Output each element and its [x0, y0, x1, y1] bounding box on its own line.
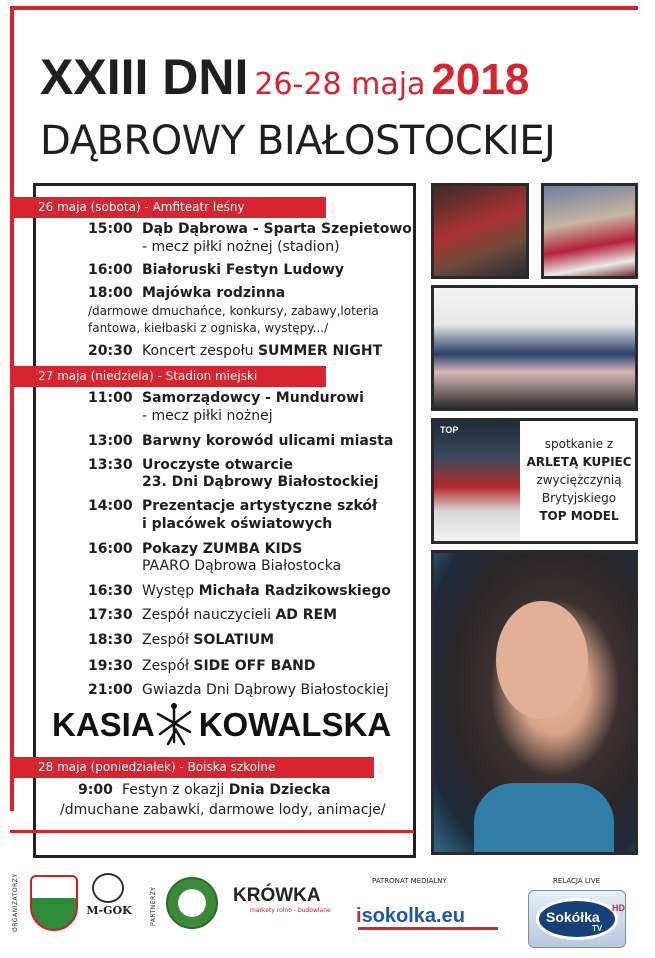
headliner-name [52, 706, 391, 744]
guest-name: ARLETĄ KUPIEC [526, 455, 632, 469]
headliner-last: KOWALSKA [198, 706, 392, 743]
event-row [88, 632, 274, 649]
event-row [88, 498, 377, 515]
event-title: Zespół [142, 632, 194, 648]
event-time: 9:00 [78, 782, 113, 798]
event-title: Majówka rodzinna [142, 285, 286, 301]
event-title: Uroczyste otwarcie [142, 457, 294, 473]
band-photo-small [431, 183, 529, 279]
event-title: Zespół [142, 658, 194, 674]
frame-left-line [10, 6, 14, 811]
event-time: 17:30 [88, 607, 133, 623]
frame-bottom-line [10, 830, 414, 833]
day1-header: 26 maja (sobota) - Amfiteatr leśny [14, 197, 326, 218]
guest-caption [522, 435, 636, 525]
event-time: 16:00 [88, 541, 133, 557]
event-row [88, 390, 364, 407]
event-row [88, 221, 412, 238]
event-title: Pokazy ZUMBA KIDS [142, 541, 303, 557]
event-row [88, 433, 393, 450]
event-time: 16:30 [88, 583, 133, 599]
event-title: Gwiazda Dni Dąbrowy Białostockiej [142, 682, 389, 698]
event-title: Białoruski Festyn Ludowy [142, 262, 344, 278]
day3-header: 28 maja (poniedziałek) - Boiska szkolne [14, 757, 374, 778]
isokolka-underline [358, 927, 498, 930]
frame-top-line [10, 6, 638, 10]
title-town: DĄBROWY BIAŁOSTOCKIEJ [40, 118, 556, 164]
title-year: 2018 [431, 55, 530, 104]
event-row [88, 658, 316, 675]
organizers-label: ORGANIZATORZY [12, 873, 19, 932]
folk-dancers-photo [541, 183, 638, 279]
event-row [88, 457, 293, 474]
event-time: 13:30 [88, 457, 133, 473]
mgok-logo: M-GOK [86, 904, 132, 917]
headliner-first: KASIA [52, 706, 155, 743]
partner-bird-logo [166, 877, 218, 929]
event-sub: - mecz piłki nożnej [142, 408, 273, 424]
event-row [88, 607, 337, 624]
event-title: Festyn z okazji [122, 782, 229, 798]
event-time: 19:30 [88, 658, 133, 674]
event-artist: Michała Radzikowskiego [198, 583, 391, 599]
live-relay-label: RELACJA LIVE [553, 877, 601, 885]
guest-line: Brytyjskiego [541, 491, 617, 505]
guest-line: zwyciężczynią [536, 473, 622, 487]
event-time: 15:00 [88, 221, 133, 237]
event-time: 11:00 [88, 390, 133, 406]
event-artist: Dnia Dziecka [228, 782, 331, 798]
media-patron-label: PATRONAT MEDIALNY [372, 877, 447, 885]
tv-hd-badge: HD [612, 903, 625, 913]
town-crest-logo [30, 875, 78, 931]
event-time: 14:00 [88, 498, 133, 514]
tv-logo-small: TV [592, 924, 603, 933]
guest-box [431, 418, 638, 544]
summer-night-band-photo [431, 285, 638, 411]
day2-header: 27 maja (niedziela) - Stadion miejski [14, 366, 326, 387]
portrait-shirt [474, 783, 614, 855]
krowka-tagline: markety rolno - budowlane [250, 907, 331, 914]
partners-label: PARTNERZY [150, 886, 157, 926]
event-time: 18:30 [88, 632, 133, 648]
kasia-kowalska-photo [431, 550, 638, 855]
event-time: 16:00 [88, 262, 133, 278]
event-title: Prezentacje artystyczne szkół [142, 498, 378, 514]
photo-label: TOP [440, 425, 459, 435]
tv-logo-text: Sokółka [546, 909, 600, 925]
event-title: Barwny korowód ulicami miasta [142, 433, 394, 449]
event-title: Dąb Dąbrowa - Sparta Szepietowo [142, 221, 412, 237]
event-row [88, 343, 382, 360]
isokolka-i: i [356, 905, 362, 927]
event-artist: AD REM [275, 607, 338, 623]
event-sub: 23. Dni Dąbrowy Białostockiej [142, 474, 379, 490]
title-dates: 26-28 maja [254, 67, 426, 102]
event-artist: SIDE OFF BAND [193, 658, 316, 674]
event-row [88, 285, 285, 302]
portrait-face [496, 601, 588, 719]
model-photo [434, 421, 520, 541]
event-title: Występ [142, 583, 199, 599]
isokolka-domain: sokolka.eu [361, 905, 465, 927]
event-sub: i placówek oświatowych [142, 516, 333, 532]
event-time: 18:00 [88, 285, 133, 301]
event-title: Koncert zespołu [142, 343, 258, 359]
guest-line: spotkanie z [544, 437, 614, 451]
event-sub: - mecz piłki nożnej (stadion) [142, 239, 340, 255]
event-sub: fantowa, kiełbaski z ogniska, występy.../ [88, 321, 329, 335]
star-figure-icon [154, 700, 194, 746]
event-row [88, 262, 344, 279]
event-sub: /dmuchane zabawki, darmowe lody, animacje/ [60, 802, 386, 818]
isokolka-logo [356, 905, 465, 928]
title-row-1 [40, 48, 529, 106]
event-row [88, 541, 302, 558]
title-edition: XXIII DNI [40, 49, 249, 105]
event-sub: /darmowe dmuchańce, konkursy, zabawy,loteria [88, 304, 379, 318]
event-title: Zespół nauczycieli [142, 607, 276, 623]
krowka-logo: KRÓWKA [233, 885, 321, 906]
event-sub: PAARO Dąbrowa Białostocka [142, 558, 342, 574]
event-row [78, 782, 331, 799]
guest-show: TOP MODEL [539, 509, 619, 523]
event-row [88, 583, 391, 600]
event-artist: SUMMER NIGHT [257, 343, 383, 359]
event-time: 21:00 [88, 682, 133, 698]
event-time: 20:30 [88, 343, 133, 359]
event-title: Samorządowcy - Mundurowi [142, 390, 364, 406]
event-row [88, 682, 389, 699]
event-time: 13:00 [88, 433, 133, 449]
event-artist: SOLATIUM [193, 632, 275, 648]
